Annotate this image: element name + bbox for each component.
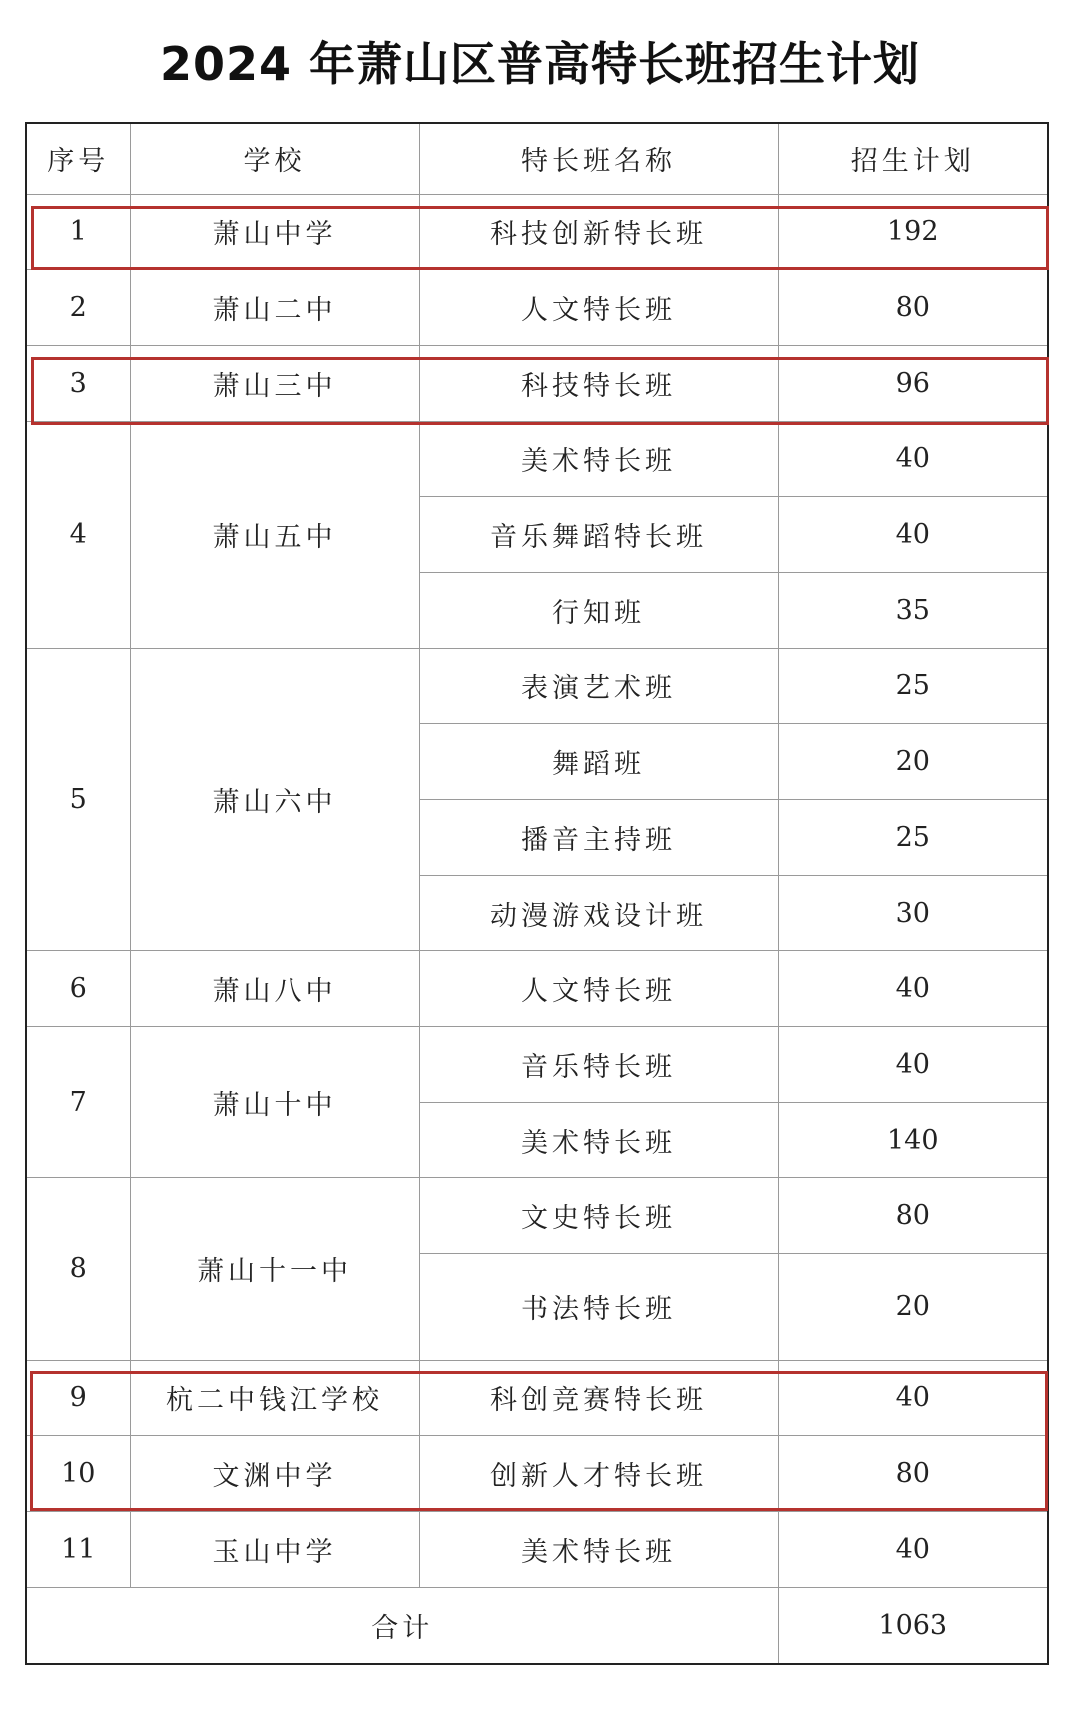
page-title: 2024 年萧山区普高特长班招生计划	[159, 37, 921, 91]
row-index: 11	[27, 1511, 130, 1587]
school-name: 萧山六中	[130, 648, 419, 951]
plan-count: 80	[778, 270, 1047, 346]
table-row	[27, 345, 1047, 421]
table-row	[27, 1511, 1047, 1587]
school-name: 萧山中学	[130, 194, 419, 270]
school-name: 萧山五中	[130, 421, 419, 648]
table-row	[27, 648, 1047, 724]
plan-count: 25	[778, 800, 1047, 876]
class-name: 科技创新特长班	[419, 194, 778, 270]
row-index: 10	[27, 1436, 130, 1512]
class-name: 科创竞赛特长班	[419, 1360, 778, 1436]
row-index: 3	[27, 345, 130, 421]
class-name: 创新人才特长班	[419, 1436, 778, 1512]
header-row	[27, 124, 1047, 194]
plan-count: 25	[778, 648, 1047, 724]
row-index: 5	[27, 648, 130, 951]
header-class-name: 特长班名称	[419, 124, 778, 194]
class-name: 表演艺术班	[419, 648, 778, 724]
school-name: 杭二中钱江学校	[130, 1360, 419, 1436]
total-label: 合计	[27, 1587, 778, 1663]
class-name: 动漫游戏设计班	[419, 875, 778, 951]
table-row	[27, 270, 1047, 346]
row-index: 7	[27, 1027, 130, 1178]
plan-count: 40	[778, 1360, 1047, 1436]
row-index: 4	[27, 421, 130, 648]
table-row	[27, 1360, 1047, 1436]
plan-count: 35	[778, 572, 1047, 648]
school-name: 萧山十中	[130, 1027, 419, 1178]
header-school: 学校	[130, 124, 419, 194]
table-row	[27, 421, 1047, 497]
school-name: 文渊中学	[130, 1436, 419, 1512]
plan-count: 40	[778, 421, 1047, 497]
table-row	[27, 1027, 1047, 1103]
plan-count: 20	[778, 1254, 1047, 1360]
class-name: 人文特长班	[419, 270, 778, 346]
row-index: 9	[27, 1360, 130, 1436]
class-name: 行知班	[419, 572, 778, 648]
table-row	[27, 1436, 1047, 1512]
plan-count: 96	[778, 345, 1047, 421]
plan-count: 40	[778, 1027, 1047, 1103]
row-index: 6	[27, 951, 130, 1027]
plan-count: 140	[778, 1102, 1047, 1178]
table-row	[27, 1178, 1047, 1254]
class-name: 科技特长班	[419, 345, 778, 421]
class-name: 美术特长班	[419, 1511, 778, 1587]
table-row	[27, 951, 1047, 1027]
plan-count: 20	[778, 724, 1047, 800]
class-name: 文史特长班	[419, 1178, 778, 1254]
table-row	[27, 194, 1047, 270]
class-name: 人文特长班	[419, 951, 778, 1027]
class-name: 美术特长班	[419, 1102, 778, 1178]
class-name: 书法特长班	[419, 1254, 778, 1360]
total-value: 1063	[778, 1587, 1047, 1663]
plan-count: 80	[778, 1436, 1047, 1512]
header-plan: 招生计划	[778, 124, 1047, 194]
plan-count: 30	[778, 875, 1047, 951]
row-index: 2	[27, 270, 130, 346]
row-index: 1	[27, 194, 130, 270]
school-name: 萧山二中	[130, 270, 419, 346]
school-name: 萧山三中	[130, 345, 419, 421]
enrollment-plan-table	[27, 124, 1047, 1663]
row-index: 8	[27, 1178, 130, 1360]
school-name: 萧山八中	[130, 951, 419, 1027]
plan-count: 40	[778, 951, 1047, 1027]
header-index: 序号	[27, 124, 130, 194]
plan-count: 192	[778, 194, 1047, 270]
school-name: 玉山中学	[130, 1511, 419, 1587]
class-name: 舞蹈班	[419, 724, 778, 800]
class-name: 美术特长班	[419, 421, 778, 497]
plan-count: 40	[778, 1511, 1047, 1587]
total-row	[27, 1587, 1047, 1663]
class-name: 播音主持班	[419, 800, 778, 876]
school-name: 萧山十一中	[130, 1178, 419, 1360]
plan-count: 40	[778, 497, 1047, 573]
plan-count: 80	[778, 1178, 1047, 1254]
class-name: 音乐特长班	[419, 1027, 778, 1103]
class-name: 音乐舞蹈特长班	[419, 497, 778, 573]
